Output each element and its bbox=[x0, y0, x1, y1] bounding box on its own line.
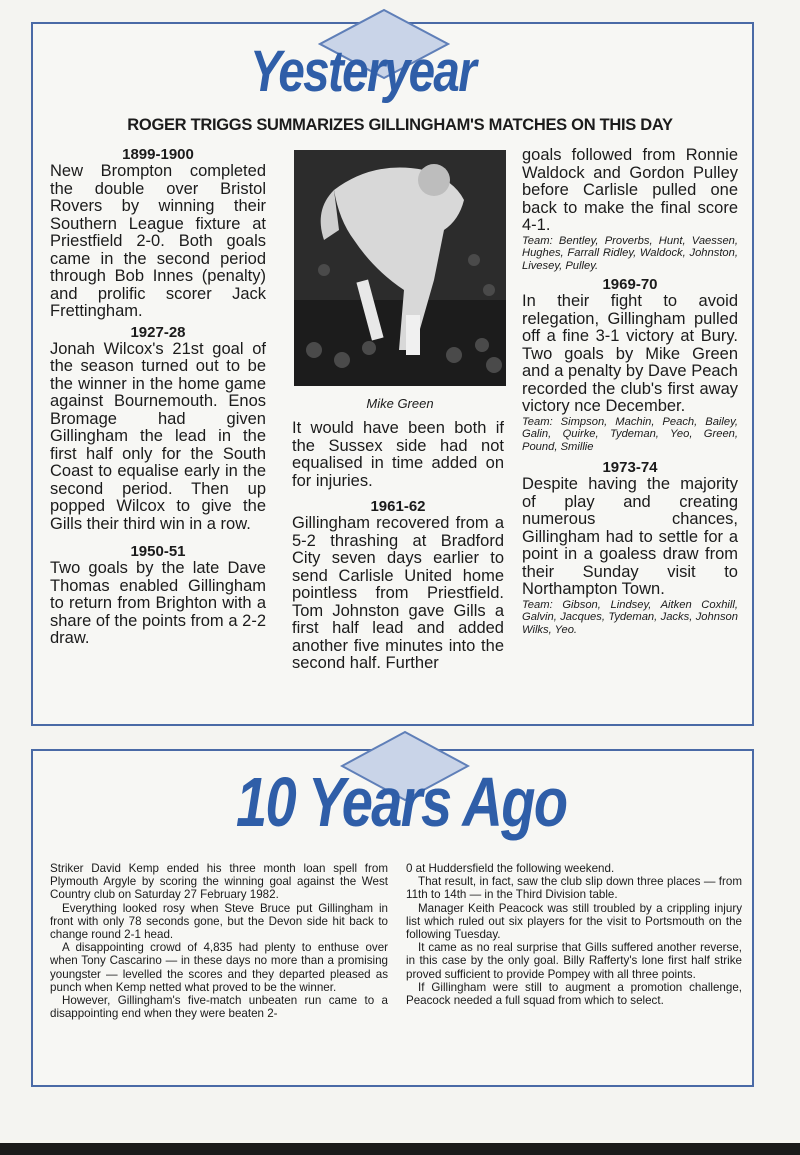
paragraph: Manager Keith Peacock was still troubled by a crippling injury list which ruled out six players for the visit to Portsmouth on the following Tuesday. bbox=[406, 901, 742, 942]
season-heading: 1927-28 bbox=[130, 323, 186, 341]
season-heading: 1899-1900 bbox=[122, 146, 194, 163]
paragraph: If Gillingham were still to augment a promotion challenge, Peacock needed a full squad from which to select. bbox=[406, 980, 742, 1008]
ten-years-ago-title: 10 Years Ago bbox=[236, 763, 567, 841]
column-3 bbox=[522, 147, 738, 636]
paragraph: Striker David Kemp ended his three month loan spell from Plymouth Argyle by scoring the winning goal against the West Country club on Saturday 27 February 1982. bbox=[50, 862, 388, 902]
paragraph: Everything looked rosy when Steve Bruce put Gillingham in front with only 78 seconds gone, but the Devon side hit back to change round 2-1 head. bbox=[50, 901, 388, 942]
season-heading: 1969-70 bbox=[602, 276, 658, 293]
paragraph: That result, in fact, saw the club slip down three places — from 11th to 14th — in the Third Division table. bbox=[406, 875, 742, 902]
season-text: goals followed from Ronnie Waldock and Gordon Pulley before Carlisle pulled one back to make the final score 4-1. bbox=[522, 146, 738, 234]
column-2 bbox=[292, 420, 504, 673]
column-1 bbox=[50, 146, 266, 648]
season-text: Jonah Wilcox's 21st goal of the season turned out to be the winner in the home game against Bournemouth. Enos Bromage had given Gillingham the lead in the first half only for the South Coast to equalise early in the second period. Then up popped Wilcox to give the Gills their third win in a row. bbox=[50, 339, 266, 533]
yesteryear-title: Yesteryear bbox=[250, 39, 476, 104]
season-text: Gillingham recovered from a 5-2 thrashing at Bradford City seven days earlier to send Carlisle United home pointless from Priestfield. Tom Johnston gave Gills a first half lead and added another five minutes into the second half. Further bbox=[292, 514, 504, 672]
yesteryear-subtitle: ROGER TRIGGS SUMMARIZES GILLINGHAM'S MATCHES ON THIS DAY bbox=[127, 116, 673, 134]
page-bottom-bar bbox=[0, 1143, 800, 1155]
season-text: Despite having the majority of play and creating numerous chances, Gillingham had to settle for a point in a goaless draw from their Sunday visit to Northampton Town. bbox=[522, 475, 738, 598]
photo-caption: Mike Green bbox=[366, 396, 434, 411]
player-silhouette-icon bbox=[294, 150, 506, 386]
season-heading: 1973-74 bbox=[602, 459, 658, 476]
season-heading: 1950-51 bbox=[130, 543, 186, 560]
season-text: In their fight to avoid relegation, Gillingham pulled off a fine 3-1 victory at Bury. Two goals by Mike Green and a penalty by Dave Peach recorded the club's first away victory nce December. bbox=[522, 292, 738, 415]
team-list: Team: Gibson, Lindsey, Aitken Coxhill, Galvin, Jacques, Tydeman, Jacks, Johnson Wilks, Yeo. bbox=[522, 598, 738, 636]
team-list: Team: Simpson, Machin, Peach, Bailey, Galin, Quirke, Tydeman, Yeo, Green, Pound, Smillie bbox=[522, 415, 738, 453]
paragraph: 0 at Huddersfield the following weekend. bbox=[406, 862, 615, 875]
season-text: New Brompton completed the double over Bristol Rovers by winning their Southern League fixture at Priestfield 2-0. Both goals came in the second period through Bob Innes (penalty) and prolific scorer Jack Frettingham. bbox=[50, 162, 266, 320]
season-text: It would have been both if the Sussex side had not equalised in time added on for injuries. bbox=[292, 419, 504, 490]
player-photo bbox=[294, 150, 506, 386]
season-text: Two goals by the late Dave Thomas enabled Gillingham to return from Brighton with a share of the points from a 2-2 draw. bbox=[50, 559, 266, 647]
paragraph: It came as no real surprise that Gills suffered another reverse, in this case by the only goal. Billy Rafferty's lone first half strike proved sufficient to provide Pompey with all three points. bbox=[406, 941, 742, 981]
paragraph: However, Gillingham's five-match unbeaten run came to a disappointing end when they were beaten 2- bbox=[50, 994, 388, 1021]
season-heading: 1961-62 bbox=[370, 498, 426, 515]
paragraph: A disappointing crowd of 4,835 had plenty to enthuse over when Tony Cascarino — in these days no more than a promising youngster — levelled the scores and they departed pleased as punch when Kemp netted what proved to be the winner. bbox=[50, 941, 388, 994]
ten-years-right-column bbox=[406, 862, 742, 1007]
ten-years-left-column bbox=[50, 862, 388, 1020]
team-list: Team: Bentley, Proverbs, Hunt, Vaessen, Hughes, Farrall Ridley, Waldock, Johnston, Livesey, Pulley. bbox=[522, 234, 738, 272]
